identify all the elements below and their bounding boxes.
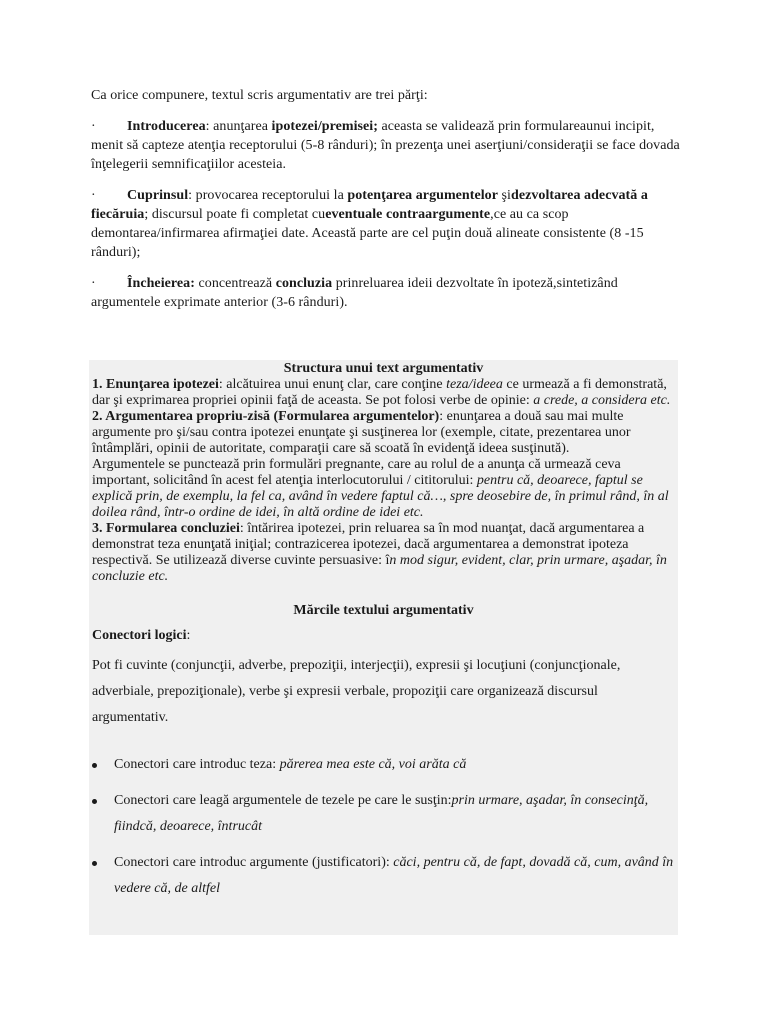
text-run: şi: [498, 188, 511, 203]
italic-run: prin urmare, aşadar, în consecinţă, fiindcă, deoarece, întrucât: [114, 793, 649, 834]
list-item: [92, 752, 675, 778]
italic-run: teza/ideea: [446, 377, 503, 392]
structure-para-ipoteza: [92, 377, 675, 409]
bold-run: ipotezei/premisei;: [271, 119, 378, 134]
bullet-marker: ·: [91, 119, 96, 134]
bold-run: 3. Formularea concluziei: [92, 521, 240, 536]
term-introducerea: Introducerea: [127, 119, 206, 134]
conectori-description: Pot fi cuvinte (conjuncţii, adverbe, prepoziţii, interjecţii), expresii şi locuţiuni (conjuncţionale, adverbiale, prepoziţionale), verbe şi expresii verbale, propoziţii care organizează discursul argumentativ.: [92, 658, 621, 725]
bullet-dot-icon: [92, 799, 97, 804]
bold-run: dezvoltarea adecvată a fiecăruia: [91, 188, 648, 222]
text-run: concentrează: [194, 276, 276, 291]
italic-run: căci, pentru că, de fapt, dovadă că, cum, având în vedere că, de altfel: [114, 855, 674, 896]
bold-run: eventuale contraargumente: [325, 207, 491, 222]
text-run: Conectori care leagă argumentele de tezele pe care le susţin:: [114, 793, 452, 808]
text-run: : alcătuirea unui enunţ clar, care conţine: [218, 377, 447, 392]
text-run: : întărirea ipotezei, prin reluarea sa în mod nuanţat, dacă argumentarea a demonstrat teza enunţată iniţial; contrazicerea ipotezei, dacă argumentarea a demonstrat ipoteza respectivă. Se utilizează diverse cuvinte persuasive: î: [92, 521, 645, 568]
structure-box: [89, 360, 678, 935]
heading-colon: :: [186, 628, 191, 643]
list-item: [92, 788, 675, 840]
term-cuprinsul: Cuprinsul: [127, 188, 189, 203]
structure-title: Structura unui text argumentativ: [283, 361, 484, 376]
bold-run: 1. Enunţarea ipotezei: [92, 377, 219, 392]
bullet-marker: ·: [91, 276, 96, 291]
bullet-marker: ·: [91, 188, 96, 203]
text-run: Argumentele se punctează prin formulări pregnante, care au rolul de a anunţa că urmează ceva important, solicitând în acest fel atenţia interlocutorului / cititorului:: [92, 457, 621, 488]
text-run: Conectori care introduc argumente (justificatori):: [114, 855, 394, 870]
italic-run: pentru că, deoarece, faptul se explică prin, de exemplu, la fel ca, având în vedere faptul că…, spre deosebire de, în primul rând, în al doilea rând, într-o ordine de idei, în altă ordine de idei etc.: [92, 473, 669, 520]
marks-title: Mărcile textului argumentativ: [293, 603, 474, 618]
italic-run: n mod sigur, evident, clar, prin urmare, aşadar, în concluzie etc.: [92, 553, 667, 584]
structure-para-formulari: [92, 457, 675, 521]
intro-section: [91, 86, 681, 324]
intro-item-cuprinsul: [91, 186, 681, 262]
text-run: ce urmează a fi demonstrată, dar şi exprimarea propriei opinii faţă de aceasta. Se pot folosi verbe de opinie:: [92, 377, 667, 408]
text-run: prinreluarea ideii dezvoltate în ipoteză,sintetizând argumentele exprimate anterior (3-6 rânduri).: [91, 276, 618, 310]
text-run: : enunţarea a două sau mai multe argumente pro şi/sau contra ipotezei enunţate şi susţinerea lor (exemple, citate, prezentarea unor întâmplări, opinii de autoritate, comparaţii care să scoată în evidenţă ideea susţinută).: [92, 409, 631, 456]
text-run: ,ce au ca scop demontarea/infirmarea afirmaţiei date. Această parte are cel puţin două alineate consistente (8 -15 rânduri);: [91, 207, 644, 260]
bold-run: 2. Argumentarea propriu-zisă (Formularea argumentelor): [92, 409, 440, 424]
bold-run: potenţarea argumentelor: [347, 188, 498, 203]
intro-item-introducere: [91, 117, 681, 174]
text-run: Conectori care introduc teza:: [114, 757, 280, 772]
term-incheierea: Încheierea:: [127, 276, 195, 291]
bullet-dot-icon: [92, 763, 97, 768]
italic-run: părerea mea este că, voi arăta că: [279, 757, 467, 772]
text-run: : provocarea receptorului la: [188, 188, 348, 203]
text-run: ; discursul poate fi completat cu: [144, 207, 326, 222]
text-run: : anunţarea: [205, 119, 272, 134]
text-run: aceasta se validează prin formulareaunui incipit, menit să capteze atenţia receptorului (5-8 rânduri); în prezenţa unei aserţiuni/consideraţii se face dovada înţelegerii semnificaţiilor acesteia.: [91, 119, 680, 172]
structure-para-concluzie: [92, 521, 675, 585]
bold-run: concluzia: [275, 276, 333, 291]
bullet-dot-icon: [92, 861, 97, 866]
conectori-list: [92, 752, 675, 902]
conectori-heading: [92, 628, 675, 644]
intro-item-incheierea: [91, 274, 681, 312]
italic-run: a crede, a considera etc.: [533, 393, 671, 408]
list-item: [92, 850, 675, 902]
structure-para-argumentare: [92, 409, 675, 457]
heading-text: Conectori logici: [92, 628, 187, 643]
intro-lead: Ca orice compunere, textul scris argumentativ are trei părţi:: [91, 88, 428, 103]
